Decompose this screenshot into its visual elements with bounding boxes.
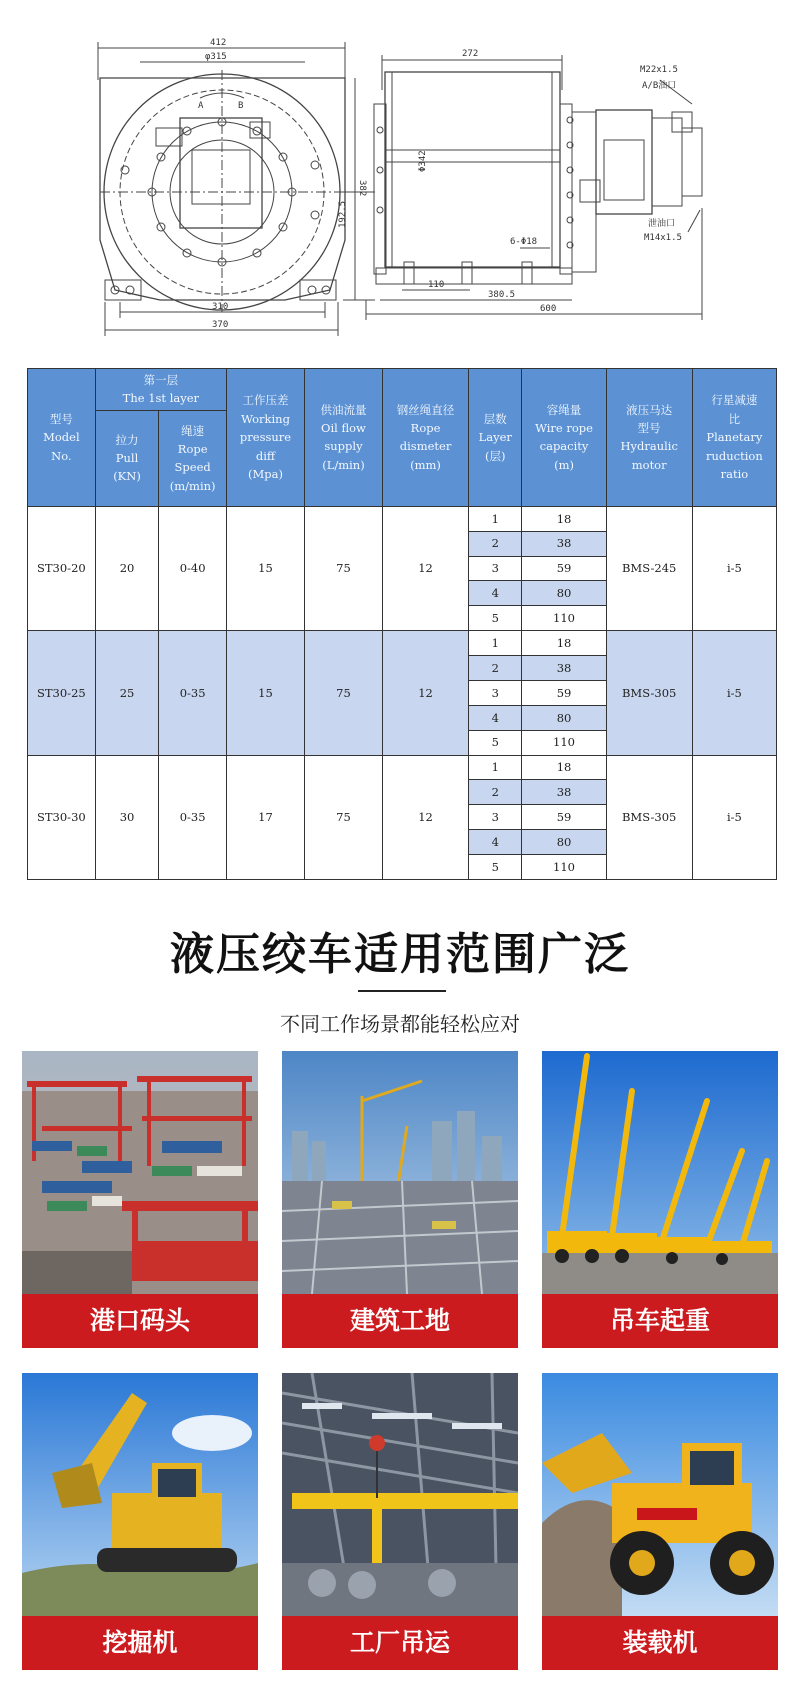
header-rope-unit: (mm) [410,457,441,472]
note-drain-thread: M14x1.5 [644,233,682,243]
table-row [28,631,777,656]
dim-pcd: φ315 [205,52,227,62]
cell-layer: 3 [469,680,522,705]
cell-oil: 75 [304,506,382,630]
header-first-layer [95,369,226,411]
header-model-en1: Model [43,430,80,445]
header-motor-en1: Hydraulic [620,439,678,454]
construction-scene-image [282,1051,518,1294]
cell-rope: 12 [382,631,468,755]
application-card-port [22,1051,258,1348]
header-model-zh: 型号 [49,411,73,426]
dim-foot-outer: 380.5 [488,290,516,300]
header-oil-zh: 供油流量 [320,402,367,417]
header-pull [95,410,159,506]
dim-height-1: 382 [357,180,367,197]
winch-drawing-svg [0,0,800,360]
header-pressure-en1: Working [241,411,290,426]
header-motor [606,369,692,507]
header-model [28,369,96,507]
header-pressure [227,369,305,507]
header-first-layer-zh: 第一层 [143,373,179,387]
technical-drawing [0,0,800,360]
table-row [28,755,777,780]
header-pressure-unit: (Mpa) [248,466,283,481]
port-label-b: B [238,101,244,111]
cell-capacity: 59 [522,556,606,581]
header-capacity-en2: capacity [539,439,589,454]
cell-motor: BMS-305 [606,631,692,755]
dim-drum-diameter: Φ342 [418,150,428,172]
card-label: 工厂吊运 [349,1628,450,1657]
title-divider [358,990,446,992]
cell-capacity: 18 [522,506,606,531]
section-subtitle: 不同工作场景都能轻松应对 [280,1012,520,1036]
cell-layer: 5 [469,606,522,631]
cell-capacity: 38 [522,780,606,805]
header-ratio-zh2: 比 [728,411,741,426]
cell-layer: 1 [469,506,522,531]
header-oil [304,369,382,507]
application-card-construction [282,1051,518,1348]
crane-scene-image [542,1051,778,1294]
cell-capacity: 80 [522,581,606,606]
dim-height-2: 192.5 [338,200,348,228]
header-model-en2: No. [51,448,72,463]
application-card-loader [542,1373,778,1670]
cell-layer: 5 [469,855,522,880]
cell-speed: 0-35 [159,755,227,879]
cell-capacity: 38 [522,656,606,681]
cell-ratio: i-5 [692,755,776,879]
dim-base-outer: 370 [212,320,229,330]
note-drain-label: 泄油口 [648,219,676,229]
cell-pressure: 17 [227,755,305,879]
header-rope-zh: 钢丝绳直径 [396,402,455,417]
note-port-thread: M22x1.5 [640,65,678,75]
cell-rope: 12 [382,755,468,879]
cell-layer: 1 [469,631,522,656]
cell-pressure: 15 [227,631,305,755]
loader-scene-image [542,1373,778,1616]
header-rope-en1: Rope [410,421,441,435]
header-pressure-en3: diff [255,448,276,463]
header-motor-en2: motor [631,457,667,472]
cell-layer: 2 [469,780,522,805]
header-layer-unit: (层) [485,448,506,463]
application-card-crane [542,1051,778,1348]
header-capacity-zh: 容绳量 [546,402,582,417]
cell-pull: 30 [95,755,159,879]
cell-layer: 2 [469,531,522,556]
cell-rope: 12 [382,506,468,630]
header-speed-unit: (m/min) [169,478,216,493]
cell-model: ST30-30 [28,755,96,879]
cell-capacity: 110 [522,606,606,631]
section-title: 液压绞车适用范围广泛 [170,929,630,980]
cell-layer: 4 [469,581,522,606]
cell-oil: 75 [304,631,382,755]
cell-motor: BMS-305 [606,755,692,879]
cell-capacity: 110 [522,730,606,755]
factory-scene-image [282,1373,518,1616]
application-card-factory [282,1373,518,1670]
header-speed-en1: Rope [177,441,208,456]
cell-capacity: 18 [522,631,606,656]
cell-ratio: i-5 [692,506,776,630]
cell-speed: 0-40 [159,506,227,630]
header-pressure-en2: pressure [239,430,292,445]
header-capacity-unit: (m) [554,457,574,472]
header-capacity [522,369,606,507]
spec-table [27,368,777,880]
cell-pull: 25 [95,631,159,755]
cell-capacity: 18 [522,755,606,780]
card-label: 吊车起重 [609,1306,710,1335]
card-label: 挖掘机 [102,1628,178,1657]
cell-capacity: 80 [522,705,606,730]
header-speed [159,410,227,506]
header-oil-en2: supply [324,439,363,454]
cell-layer: 4 [469,705,522,730]
dim-drum-length: 272 [462,49,479,59]
card-label: 装载机 [622,1628,698,1657]
header-layer [469,369,522,507]
header-speed-en2: Speed [174,460,211,475]
header-ratio-en2: ruduction [706,448,763,463]
card-label: 港口码头 [89,1306,190,1335]
header-ratio [692,369,776,507]
cell-ratio: i-5 [692,631,776,755]
cell-layer: 3 [469,805,522,830]
cell-layer: 4 [469,830,522,855]
header-oil-unit: (L/min) [322,457,365,472]
dim-overall-length: 600 [540,304,557,314]
cell-capacity: 59 [522,805,606,830]
header-capacity-en1: Wire rope [535,421,593,435]
port-label-a: A [198,101,204,111]
header-speed-zh: 绳速 [181,423,205,438]
cell-layer: 2 [469,656,522,681]
header-layer-en: Layer [478,430,512,445]
dim-holes: 6-Φ18 [510,237,538,247]
cell-speed: 0-35 [159,631,227,755]
dim-base-inner: 310 [212,302,229,312]
header-oil-en1: Oil flow [321,421,366,435]
dim-overall-width: 412 [210,38,227,48]
cell-layer: 5 [469,730,522,755]
cell-capacity: 59 [522,680,606,705]
header-pull-unit: (KN) [113,469,141,484]
cell-motor: BMS-245 [606,506,692,630]
application-card-excavator [22,1373,258,1670]
cell-pull: 20 [95,506,159,630]
cell-oil: 75 [304,755,382,879]
header-ratio-zh1: 行星减速 [711,393,758,408]
cell-capacity: 110 [522,855,606,880]
excavator-scene-image [22,1373,258,1616]
header-motor-zh2: 型号 [637,421,661,435]
cell-model: ST30-25 [28,631,96,755]
header-motor-zh1: 液压马达 [626,402,673,417]
header-ratio-en3: ratio [720,466,749,481]
cell-layer: 1 [469,755,522,780]
header-ratio-en1: Planetary [706,430,763,445]
port-scene-image [22,1051,258,1294]
cell-capacity: 80 [522,830,606,855]
header-pull-zh: 拉力 [115,432,139,447]
note-port-ab: A/B油口 [642,81,677,91]
header-rope-en2: dismeter [399,439,452,454]
header-pressure-zh: 工作压差 [242,393,289,408]
cell-model: ST30-20 [28,506,96,630]
card-label: 建筑工地 [349,1306,450,1335]
header-rope [382,369,468,507]
header-layer-zh: 层数 [483,411,507,426]
table-row [28,506,777,531]
cell-pressure: 15 [227,506,305,630]
cell-layer: 3 [469,556,522,581]
dim-foot-spacing: 110 [428,280,445,290]
header-pull-en: Pull [115,451,139,466]
cell-capacity: 38 [522,531,606,556]
header-first-layer-en: The 1st layer [122,391,200,406]
